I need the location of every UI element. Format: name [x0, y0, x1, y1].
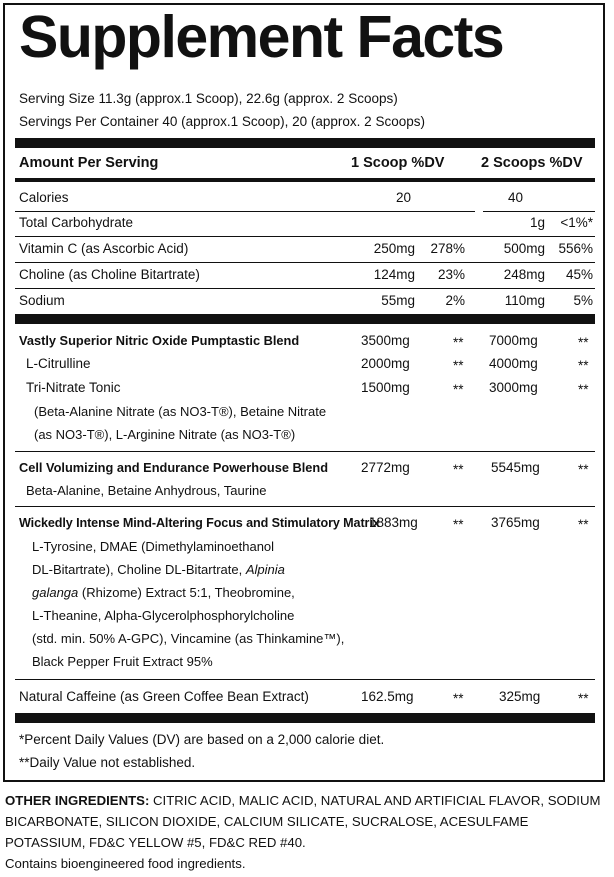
- blend-name: Cell Volumizing and Endurance Powerhouse Blend: [19, 460, 329, 475]
- nutrient-name: Calories: [19, 190, 69, 205]
- amount-2-scoops: 40: [507, 190, 523, 205]
- supplement-facts-panel: [3, 3, 605, 782]
- row-divider: [15, 211, 475, 212]
- dv-2-scoops: 556%: [558, 241, 593, 256]
- blend-name: Wickedly Intense Mind-Altering Focus and Stimulatory Matrix: [19, 516, 380, 530]
- dv-1-scoop: **: [453, 335, 464, 350]
- nutrient-name: Vitamin C (as Ascorbic Acid): [19, 241, 189, 256]
- row-divider: [15, 288, 595, 289]
- blend-detail-line: DL-Bitartrate), Choline DL-Bitartrate, Alpinia: [32, 562, 285, 577]
- amount-1-scoop: 1500mg: [361, 380, 410, 395]
- amount-1-scoop: 20: [395, 190, 411, 205]
- two-scoops-header: 2 Scoops %DV: [481, 155, 583, 171]
- nutrient-name: Total Carbohydrate: [19, 215, 134, 230]
- dv-1-scoop: **: [453, 358, 464, 373]
- amount-2-scoops: 7000mg: [489, 333, 538, 348]
- blend-detail-line: (as NO3-T®), L-Arginine Nitrate (as NO3-T®): [34, 427, 296, 442]
- italic-botanical: Alpinia: [245, 562, 285, 577]
- amount-1-scoop: 250mg: [373, 241, 415, 256]
- dv-2-scoops: **: [578, 335, 589, 350]
- dv-2-scoops: 5%: [573, 293, 593, 308]
- amount-1-scoop: 55mg: [381, 293, 415, 308]
- ingredient-name: Tri-Nitrate Tonic: [26, 380, 121, 395]
- row-divider: [15, 451, 595, 452]
- panel-title: Supplement Facts: [19, 4, 504, 70]
- nutrient-name: Choline (as Choline Bitartrate): [19, 267, 200, 282]
- medium-divider: [15, 178, 595, 182]
- nutrient-name: Sodium: [19, 293, 65, 308]
- dv-2-scoops: **: [578, 517, 589, 532]
- amount-2-scoops: 5545mg: [491, 460, 540, 475]
- dv-2-scoops: 45%: [565, 267, 593, 282]
- ingredient-name: L-Citrulline: [26, 356, 91, 371]
- row-divider: [15, 679, 595, 680]
- blend-detail-line: (std. min. 50% A-GPC), Vincamine (as Thinkamine™),: [32, 631, 345, 646]
- amount-2-scoops: 1g: [529, 215, 545, 230]
- blend-name: Vastly Superior Nitric Oxide Pumptastic Blend: [19, 333, 300, 348]
- amount-2-scoops: 3765mg: [491, 515, 540, 530]
- amount-2-scoops: 3000mg: [489, 380, 538, 395]
- row-divider: [483, 211, 595, 212]
- blend-detail-line: galanga (Rhizome) Extract 5:1, Theobromine,: [32, 585, 295, 600]
- other-ingredients-label: OTHER INGREDIENTS:: [5, 793, 150, 808]
- dv-2-scoops: <1%*: [560, 215, 593, 230]
- amount-1-scoop: 162.5mg: [361, 689, 414, 704]
- dv-1-scoop: 2%: [445, 293, 465, 308]
- blend-detail-line: L-Tyrosine, DMAE (Dimethylaminoethanol: [32, 539, 275, 554]
- dv-2-scoops: **: [578, 462, 589, 477]
- dv-2-scoops: **: [578, 358, 589, 373]
- thick-divider-top: [15, 138, 595, 148]
- row-divider: [15, 236, 595, 237]
- dv-1-scoop: **: [453, 382, 464, 397]
- footnote-dv: *Percent Daily Values (DV) are based on a 2,000 calorie diet.: [19, 732, 385, 747]
- dv-1-scoop: 23%: [437, 267, 465, 282]
- blend-detail-line: L-Theanine, Alpha-Glycerolphosphorylcholine: [32, 608, 295, 623]
- amount-1-scoop: 2772mg: [361, 460, 410, 475]
- amount-2-scoops: 325mg: [499, 689, 541, 704]
- serving-size: Serving Size 11.3g (approx.1 Scoop), 22.6g (approx. 2 Scoops): [19, 91, 398, 106]
- other-ingredients: [5, 790, 611, 874]
- amount-2-scoops: 4000mg: [489, 356, 538, 371]
- italic-botanical: galanga: [32, 585, 79, 600]
- blend-detail-line: (Beta-Alanine Nitrate (as NO3-T®), Betaine Nitrate: [34, 404, 327, 419]
- footnote-not-established: **Daily Value not established.: [19, 755, 196, 770]
- other-ingredients-list: CITRIC ACID, MALIC ACID, NATURAL AND ARTIFICIAL FLAVOR, SODIUM BICARBONATE, SILICON DIOXIDE, CALCIUM SILICATE, SUCRALOSE, ACESULFAME POTASSIUM, FD&C YELLOW #5, FD&C RED #40.: [5, 793, 601, 850]
- amount-2-scoops: 500mg: [503, 241, 545, 256]
- row-divider: [15, 262, 595, 263]
- dv-2-scoops: **: [578, 382, 589, 397]
- row-divider: [15, 506, 595, 507]
- blend-detail-line: Beta-Alanine, Betaine Anhydrous, Taurine: [26, 483, 267, 498]
- dv-1-scoop: **: [453, 691, 464, 706]
- amount-2-scoops: 110mg: [504, 293, 545, 308]
- thick-divider-bottom: [15, 713, 595, 723]
- ingredient-name: Natural Caffeine (as Green Coffee Bean Extract): [19, 689, 309, 704]
- amount-1-scoop: 2000mg: [361, 356, 410, 371]
- thick-divider-middle: [15, 314, 595, 324]
- amount-per-serving-header: Amount Per Serving: [19, 155, 159, 171]
- servings-per-container: Servings Per Container 40 (approx.1 Scoop), 20 (approx. 2 Scoops): [19, 114, 425, 129]
- bioengineered-statement: Contains bioengineered food ingredients.: [5, 856, 246, 871]
- amount-2-scoops: 248mg: [503, 267, 545, 282]
- amount-1-scoop: 124mg: [373, 267, 415, 282]
- dv-1-scoop: **: [453, 462, 464, 477]
- amount-1-scoop: 3500mg: [361, 333, 410, 348]
- dv-1-scoop: **: [453, 517, 464, 532]
- one-scoop-header: 1 Scoop %DV: [351, 155, 445, 171]
- amount-1-scoop: 1883mg: [369, 515, 418, 530]
- dv-2-scoops: **: [578, 691, 589, 706]
- blend-detail-line: Black Pepper Fruit Extract 95%: [32, 654, 213, 669]
- dv-1-scoop: 278%: [430, 241, 465, 256]
